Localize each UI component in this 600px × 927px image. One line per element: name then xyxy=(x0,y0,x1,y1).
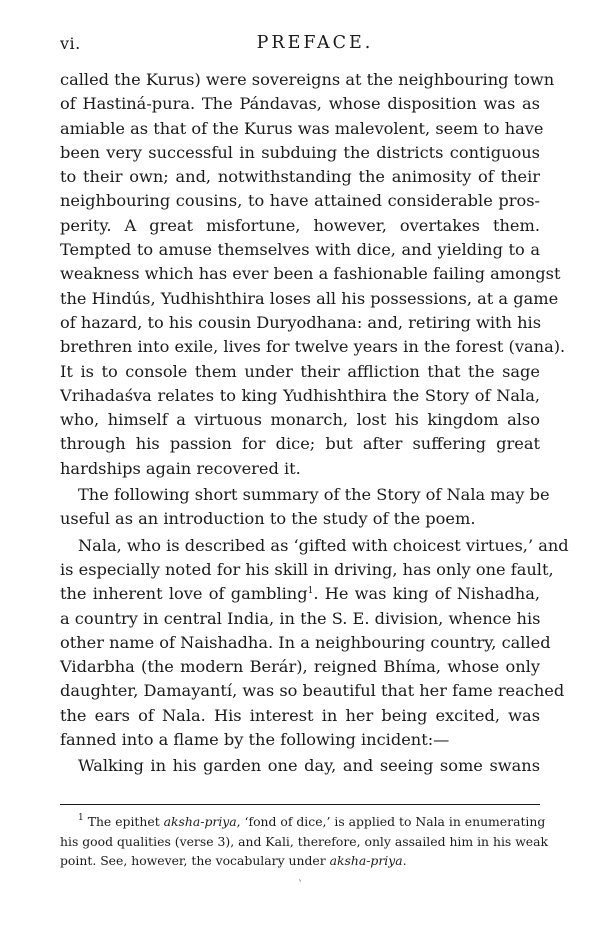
footnote-italic-term: aksha-priya xyxy=(329,853,403,869)
text-line: who, himself a virtuous monarch, lost his kingdom also xyxy=(60,410,540,430)
text-line: a country in central India, in the S. E. division, whence his xyxy=(60,608,541,628)
footnote-line xyxy=(60,812,546,832)
text-line: is especially noted for his skill in driving, has only one fault, xyxy=(60,559,554,579)
line-end: . He was king of Nishadha, xyxy=(313,584,541,604)
text-line: amiable as that of the Kurus was malevolent, seem to have xyxy=(60,118,544,138)
text-line: neighbouring cousins, to have attained considerable pros- xyxy=(60,191,540,211)
text-line: Tempted to amuse themselves with dice, and yielding to a xyxy=(60,240,540,260)
text-line: weakness which has ever been a fashionable failing amongst xyxy=(60,264,561,284)
text-line: Vidarbha (the modern Berár), reigned Bhíma, whose only xyxy=(60,657,540,677)
text-line: useful as an introduction to the study of the poem. xyxy=(60,509,476,529)
text-line: The following short summary of the Story of Nala may be xyxy=(78,485,550,505)
text-line: called the Kurus) were sovereigns at the neighbouring town xyxy=(60,70,555,89)
body-text xyxy=(60,68,569,779)
footnote-number: 1 xyxy=(78,813,84,823)
text-line: Walking in his garden one day, and seeing some swans xyxy=(78,756,540,776)
footnote-italic-term: aksha-priya xyxy=(163,814,237,829)
running-title: PREFACE. xyxy=(256,33,374,53)
footnote-line: his good qualities (verse 3), and Kali, therefore, only assailed him in his weak xyxy=(60,833,549,849)
paragraph-1 xyxy=(60,68,566,481)
text-line: the ears of Nala. His interest in her being excited, was xyxy=(60,705,540,725)
paragraph-2 xyxy=(60,483,550,532)
text-line: through his passion for dice; but after suffering great xyxy=(60,434,540,454)
text-line-with-footnote xyxy=(60,582,540,606)
text-line: hardships again recovered it. xyxy=(60,458,301,478)
footnote-text: The epithet xyxy=(87,814,164,829)
text-line: the Hindús, Yudhishthira loses all his possessions, at a game xyxy=(60,288,559,308)
text-line: It is to console them under their affliction that the sage xyxy=(60,361,540,381)
text-line: perity. A great misfortune, however, overtakes them. xyxy=(60,215,540,235)
footnote-marker[interactable]: 1 xyxy=(307,586,314,597)
text-line: fanned into a flame by the following incident:— xyxy=(60,730,450,750)
text-line: Vrihadaśva relates to king Yudhishthira the Story of Nala, xyxy=(60,385,540,405)
line-start: the inherent love of gambling xyxy=(60,584,308,604)
footnote xyxy=(60,812,549,871)
text-line: other name of Naishadha. In a neighbouring country, called xyxy=(60,632,551,652)
paragraph-3 xyxy=(60,534,569,753)
stray-print-mark: ` xyxy=(298,880,303,891)
footnote-text: point. See, however, the vocabulary under xyxy=(60,853,330,869)
page-header xyxy=(60,34,540,58)
text-line: brethren into exile, lives for twelve years in the forest (vana). xyxy=(60,337,566,357)
footnote-line xyxy=(60,851,540,871)
footnote-text: . xyxy=(402,853,407,869)
page-number: vi. xyxy=(60,34,81,53)
text-line: daughter, Damayantí, was so beautiful that her fame reached xyxy=(60,681,565,701)
footnote-divider xyxy=(60,804,540,805)
text-line: been very successful in subduing the districts contiguous xyxy=(60,142,540,162)
text-line: Nala, who is described as ‘gifted with choicest virtues,’ and xyxy=(78,535,569,555)
paragraph-4 xyxy=(60,754,540,778)
text-line: of hazard, to his cousin Duryodhana: and, retiring with his xyxy=(60,312,542,332)
text-line: of Hastiná-pura. The Pándavas, whose disposition was as xyxy=(60,94,540,114)
text-line: to their own; and, notwithstanding the animosity of their xyxy=(60,167,540,187)
footnote-text: , ‘fond of dice,’ is applied to Nala in enumerating xyxy=(236,814,546,829)
